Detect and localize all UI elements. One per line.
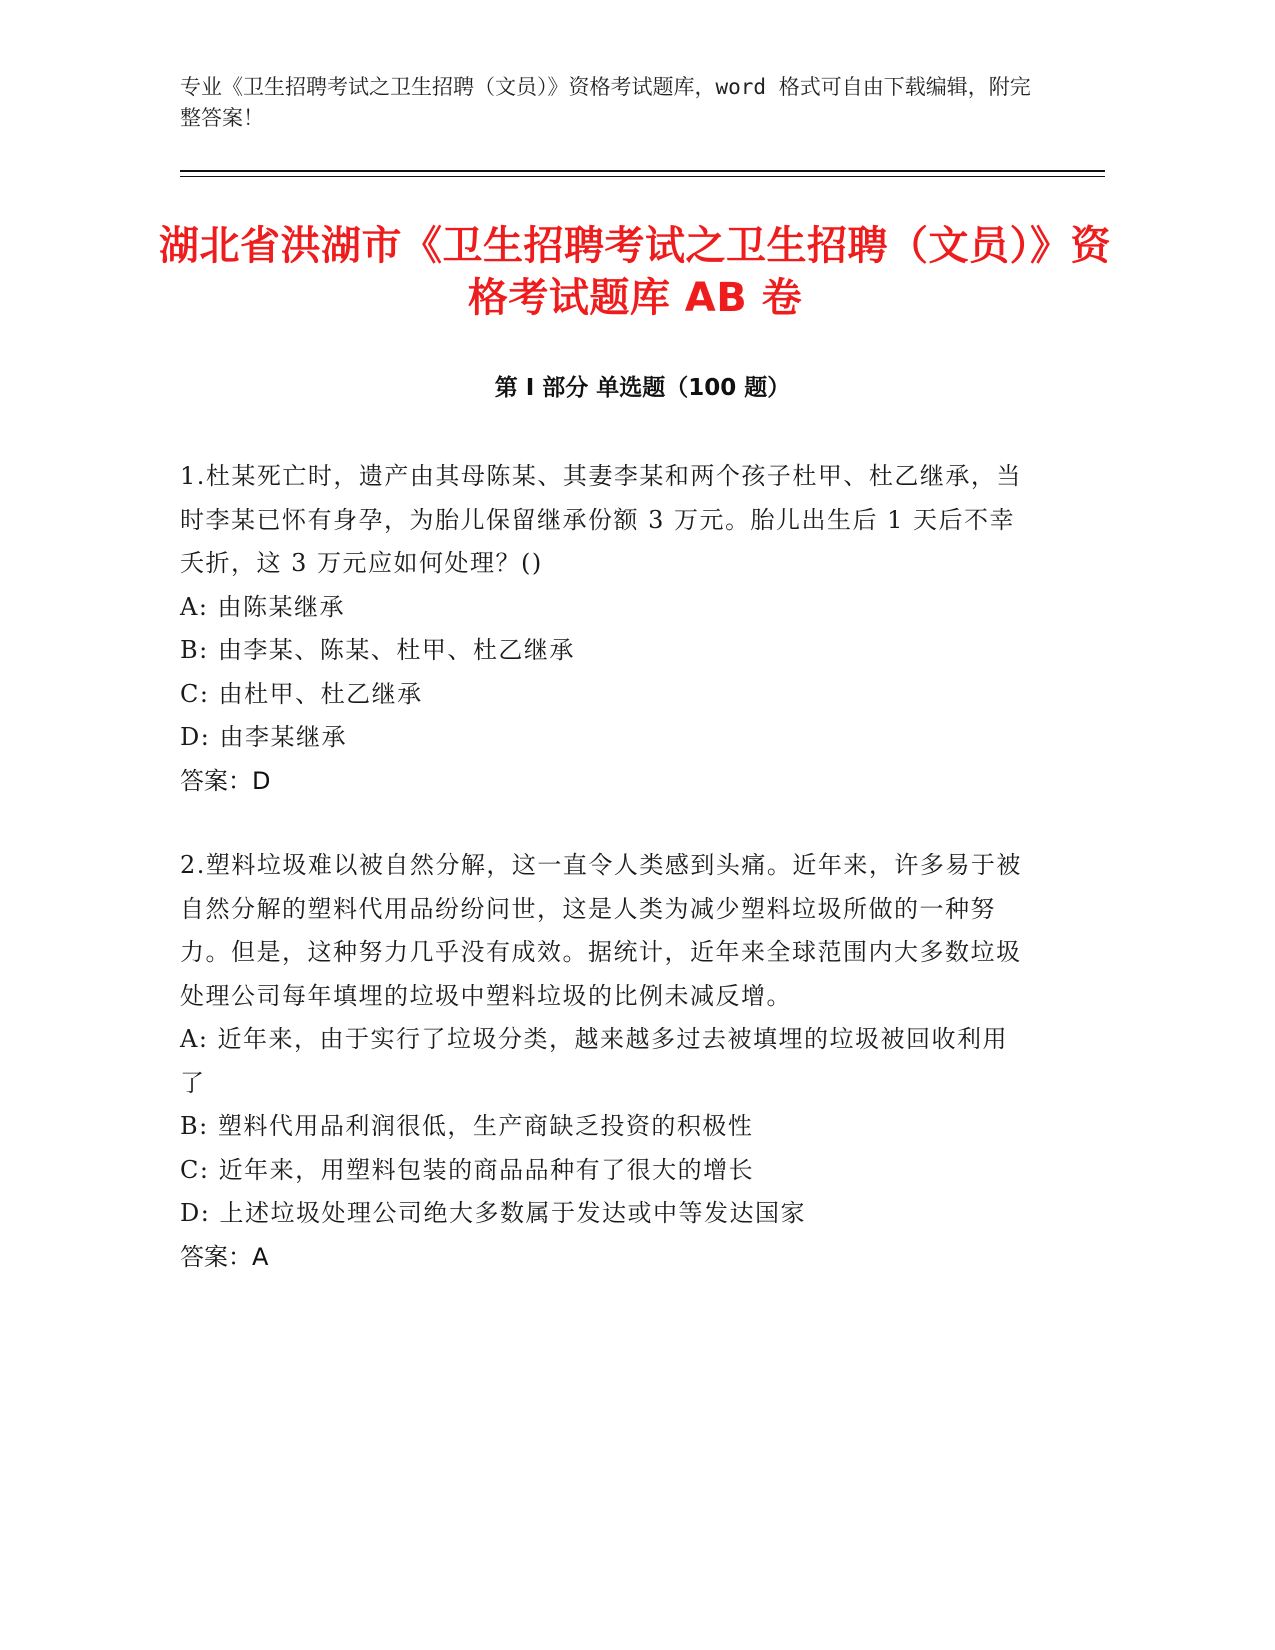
option-b: B: 塑料代用品利润很低，生产商缺乏投资的积极性	[180, 1112, 754, 1140]
answer: 答案：A	[180, 1242, 269, 1271]
header-divider-thick	[180, 170, 1105, 172]
question-1	[180, 455, 1030, 803]
header-note: 专业《卫生招聘考试之卫生招聘（文员）》资格考试题库，word 格式可自由下载编辑，附完整答案！	[180, 75, 1031, 130]
option-d: D: 由李某继承	[180, 723, 347, 751]
option-b: B: 由李某、陈某、杜甲、杜乙继承	[180, 636, 575, 664]
document-title: 湖北省洪湖市《卫生招聘考试之卫生招聘（文员）》资格考试题库 AB 卷	[159, 223, 1111, 321]
header-divider-thin	[180, 176, 1105, 177]
question-text: 2.塑料垃圾难以被自然分解，这一直令人类感到头痛。近年来，许多易于被自然分解的塑料代用品纷纷问世，这是人类为减少塑料垃圾所做的一种努力。但是，这种努力几乎没有成效。据统计，近年来全球范围内大多数垃圾处理公司每年填埋的垃圾中塑料垃圾的比例未减反增。	[180, 851, 1022, 1010]
option-d: D: 上述垃圾处理公司绝大多数属于发达或中等发达国家	[180, 1199, 806, 1227]
option-a: A: 近年来，由于实行了垃圾分类，越来越多过去被填埋的垃圾被回收利用了	[180, 1025, 1009, 1097]
option-c: C: 由杜甲、杜乙继承	[180, 679, 423, 708]
question-text: 1.杜某死亡时，遗产由其母陈某、其妻李某和两个孩子杜甲、杜乙继承，当时李某已怀有身孕，为胎儿保留继承份额 3 万元。胎儿出生后 1 天后不幸夭折，这 3 万元应如何处理？()	[180, 462, 1022, 577]
question-2	[180, 844, 1030, 1279]
option-a: A: 由陈某继承	[180, 592, 346, 621]
section-heading: 第 I 部分 单选题（100 题）	[494, 375, 791, 401]
answer: 答案：D	[180, 766, 271, 795]
option-c: C: 近年来，用塑料包装的商品品种有了很大的增长	[180, 1155, 755, 1184]
